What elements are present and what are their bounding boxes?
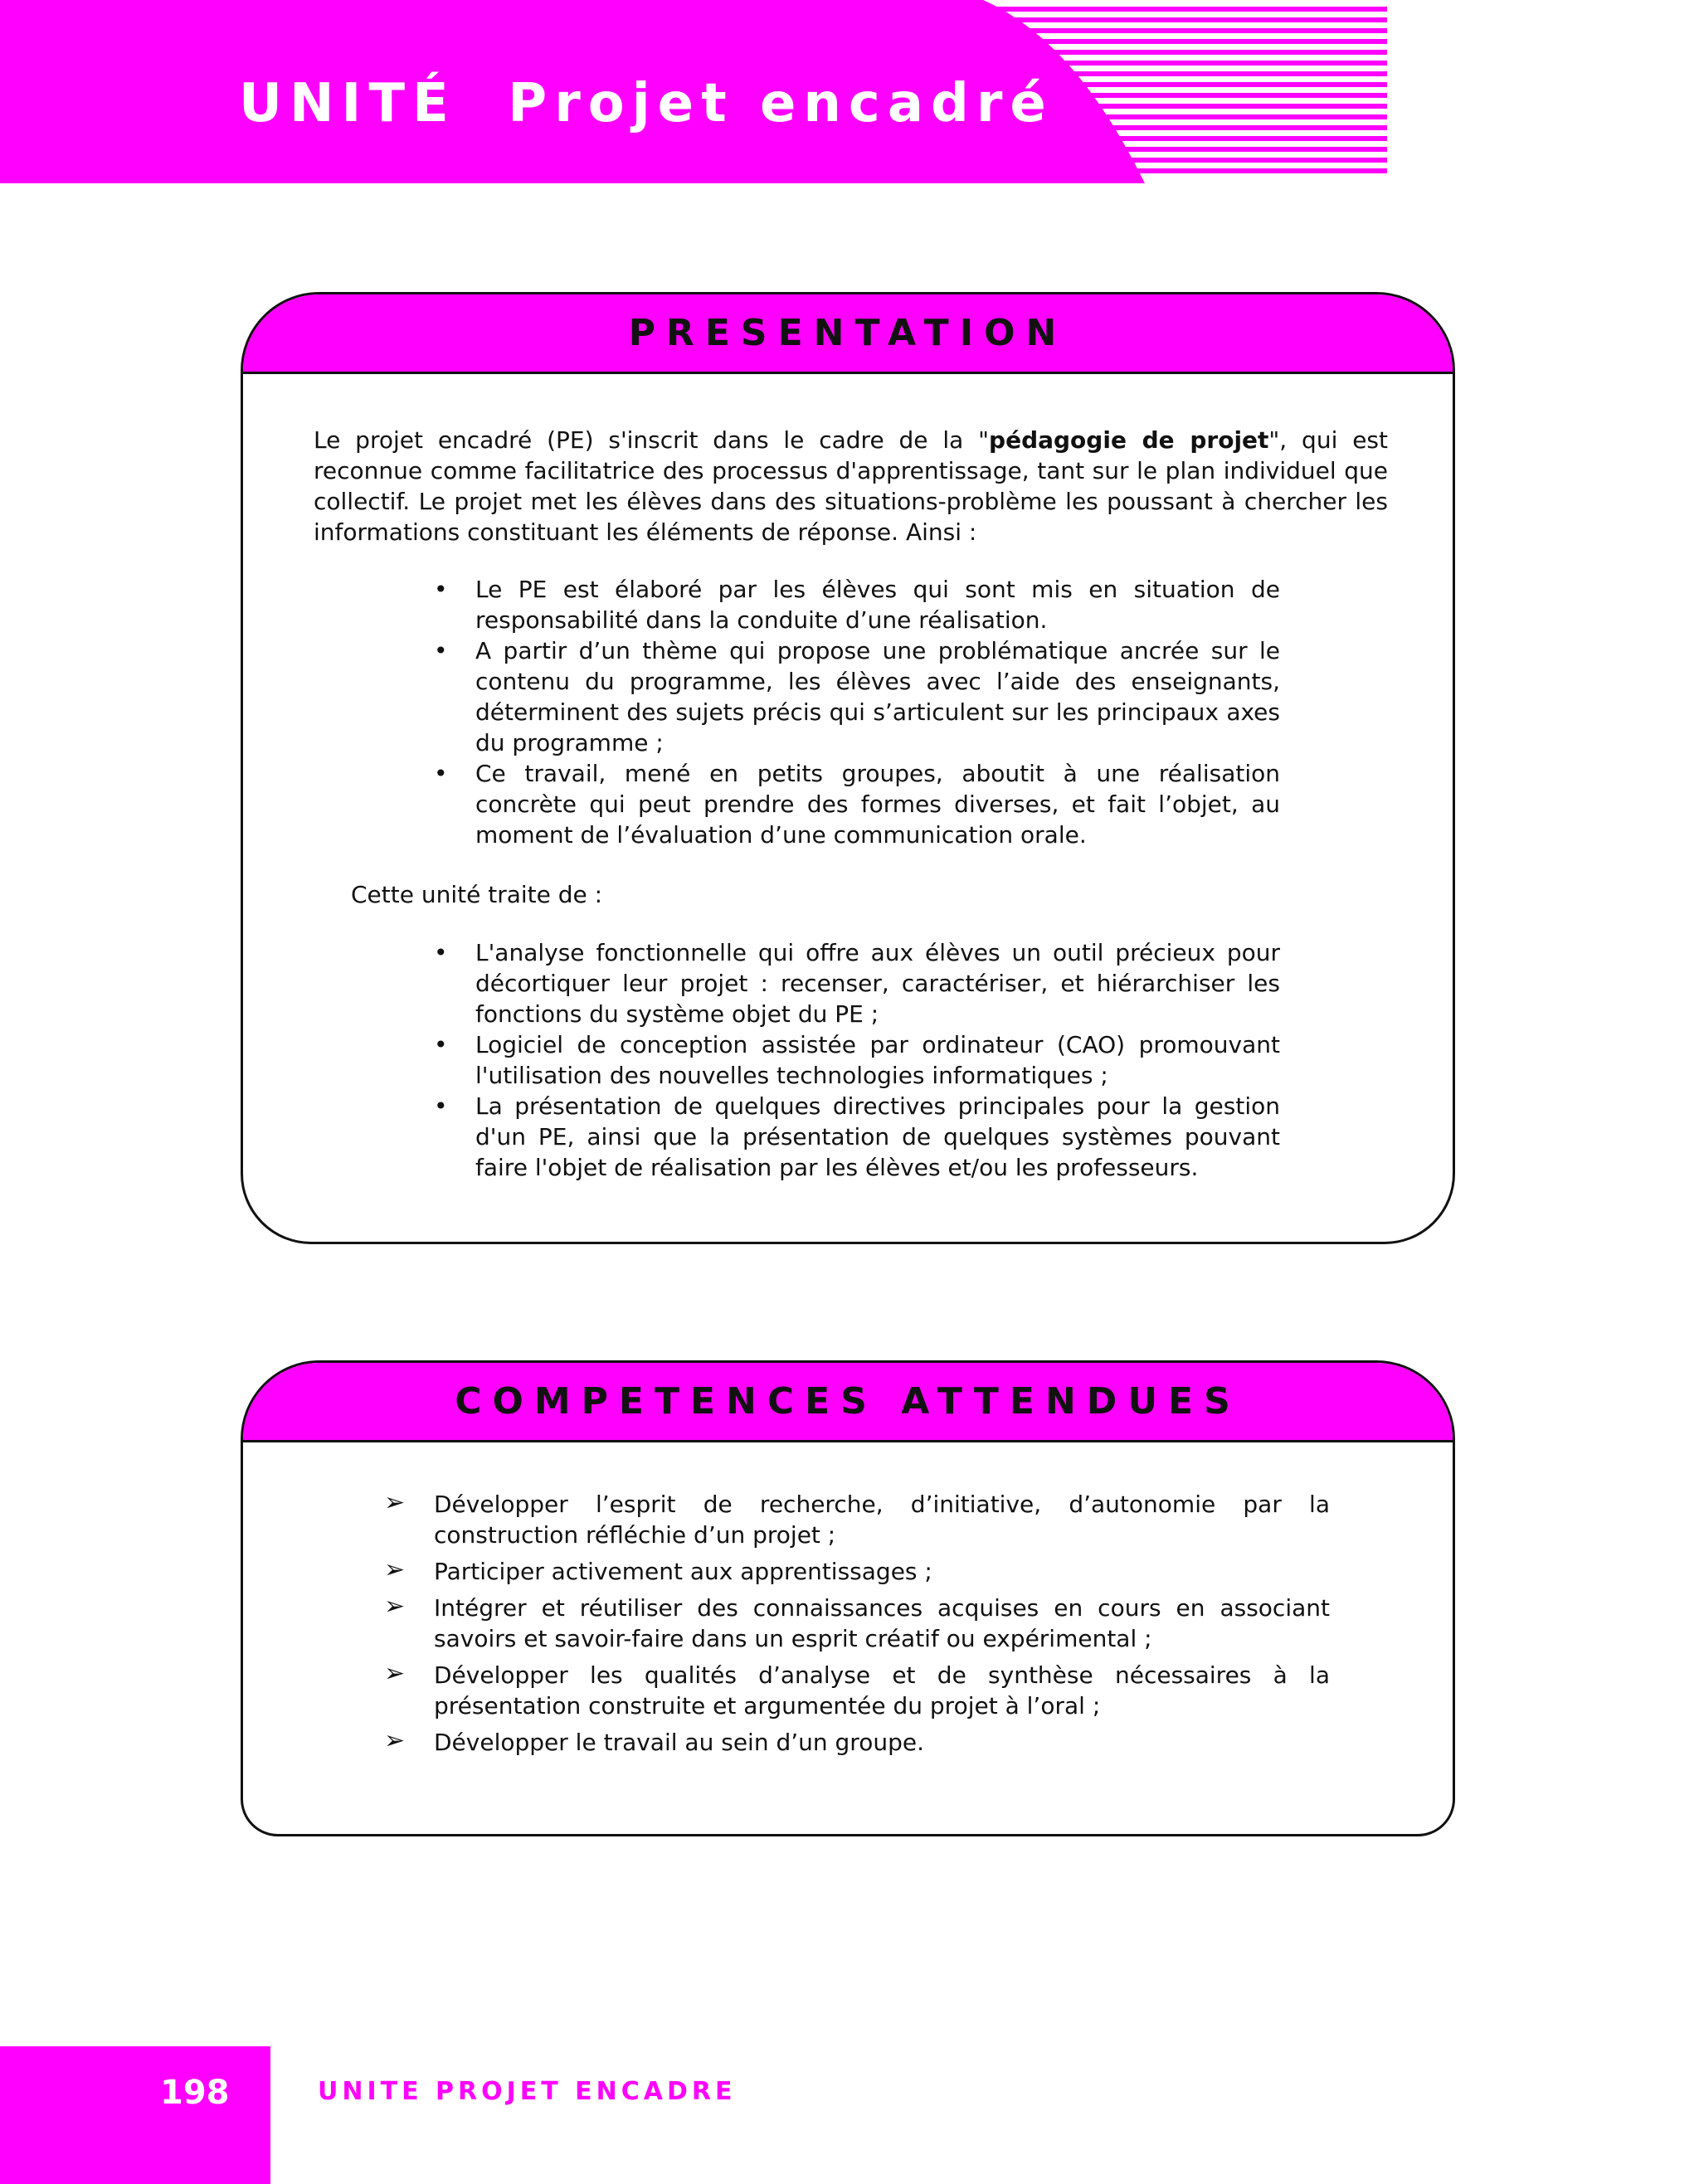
footer-running-title: UNITE PROJET ENCADRE — [318, 2077, 737, 2106]
list-item — [434, 635, 1280, 758]
bullet-icon: • — [434, 760, 448, 787]
presentation-heading: PRESENTATION — [243, 294, 1453, 374]
list-item-text: Participer activement aux apprentissages ; — [434, 1558, 932, 1585]
unit-topics-list — [434, 937, 1280, 1183]
intro-text-start: Le projet encadré (PE) s'inscrit dans le cadre de la " — [314, 426, 990, 454]
list-item — [434, 574, 1280, 635]
arrow-bullet-icon: ➢ — [384, 1555, 406, 1584]
intro-bold-term: pédagogie de projet — [989, 426, 1269, 454]
bullet-icon: • — [434, 637, 448, 664]
bullet-icon: • — [434, 1031, 448, 1058]
list-item — [384, 1556, 1330, 1587]
list-item-text: A partir d’un thème qui propose une problématique ancrée sur le contenu du programme, les élèves avec l’aide des enseignants, déterminent des sujets précis qui s’articulent sur les principaux axes du programme ; — [475, 637, 1280, 756]
list-item-text: Développer le travail au sein d’un groupe. — [434, 1729, 924, 1756]
bullet-icon: • — [434, 576, 448, 603]
arrow-bullet-icon: ➢ — [384, 1592, 406, 1621]
list-item-text: Développer les qualités d’analyse et de synthèse nécessaires à la présentation construite et argumentée du projet à l’oral ; — [434, 1661, 1330, 1719]
list-item-text: Le PE est élaboré par les élèves qui sont mis en situation de responsabilité dans la conduite d’une réalisation. — [475, 576, 1280, 634]
list-item-text: L'analyse fonctionnelle qui offre aux élèves un outil précieux pour décortiquer leur projet : recenser, caractériser, et hiérarchiser les fonctions du système objet du PE ; — [475, 939, 1280, 1028]
competences-list — [384, 1489, 1330, 1763]
presentation-bullet-list — [434, 574, 1280, 850]
arrow-bullet-icon: ➢ — [384, 1488, 406, 1517]
list-item — [384, 1660, 1330, 1721]
bullet-icon: • — [434, 939, 448, 966]
page-title: UNITÉ Projet encadré — [239, 73, 1054, 134]
list-item-text: Ce travail, mené en petits groupes, aboutit à une réalisation concrète qui peut prendre des formes diverses, et fait l’objet, au moment de l’évaluation d’une communication orale. — [475, 760, 1280, 849]
list-item-text: La présentation de quelques directives principales pour la gestion d'un PE, ainsi que la présentation de quelques systèmes pouvant faire l'objet de réalisation par les élèves et/ou les professeurs. — [475, 1092, 1280, 1181]
arrow-bullet-icon: ➢ — [384, 1659, 406, 1688]
arrow-bullet-icon: ➢ — [384, 1726, 406, 1755]
footer-page-box — [0, 2046, 270, 2184]
list-item — [384, 1727, 1330, 1758]
list-item — [434, 937, 1280, 1029]
list-item-text: Logiciel de conception assistée par ordinateur (CAO) promouvant l'utilisation des nouvelles technologies informatiques ; — [475, 1031, 1280, 1089]
list-item-text: Développer l’esprit de recherche, d’initiative, d’autonomie par la construction réfléchie d’un projet ; — [434, 1491, 1330, 1549]
page-number: 198 — [160, 2074, 230, 2112]
list-item — [384, 1489, 1330, 1550]
intro-text-end: ", qui est reconnue comme facilitatrice des processus d'apprentissage, tant sur le plan individuel que collectif. Le projet met les élèves dans des situations-problème les poussant à chercher les informations constituant les éléments de réponse. Ainsi : — [314, 426, 1388, 546]
header-band — [0, 0, 1387, 183]
unit-topics-subheading: Cette unité traite de : — [351, 881, 603, 908]
list-item — [434, 1029, 1280, 1091]
competences-heading: COMPETENCES ATTENDUES — [243, 1363, 1453, 1442]
list-item — [434, 1091, 1280, 1183]
list-item-text: Intégrer et réutiliser des connaissances acquises en cours en associant savoirs et savoir-faire dans un esprit créatif ou expérimental ; — [434, 1594, 1330, 1652]
presentation-card — [241, 292, 1455, 1244]
presentation-intro — [314, 425, 1388, 547]
competences-card — [241, 1360, 1455, 1836]
list-item — [434, 758, 1280, 850]
list-item — [384, 1593, 1330, 1654]
bullet-icon: • — [434, 1092, 448, 1120]
